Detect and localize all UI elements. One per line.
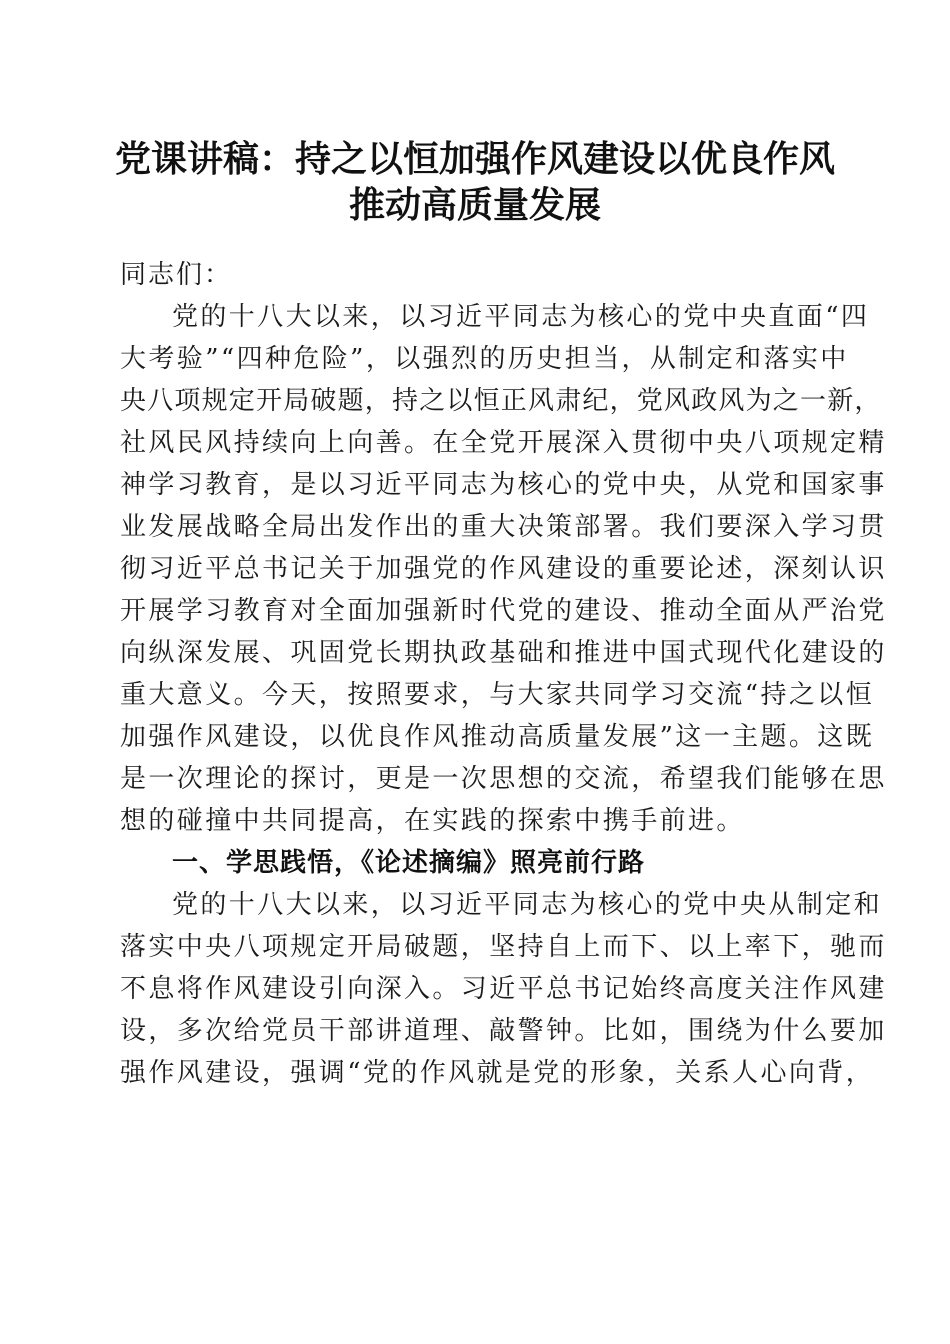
paragraph-line: 设，多次给党员干部讲道理、敲警钟。比如，围绕为什么要加 (120, 1016, 887, 1046)
paragraph-2 (120, 884, 887, 1094)
paragraph-line: 加强作风建设，以优良作风推动高质量发展”这一主题。这既 (120, 722, 875, 752)
paragraph-line: 向纵深发展、巩固党长期执政基础和推进中国式现代化建设的 (120, 638, 887, 668)
title-line-2: 推动高质量发展 (348, 184, 601, 226)
paragraph-line: 不息将作风建设引向深入。习近平总书记始终高度关注作风建 (120, 974, 887, 1004)
paragraph-line: 党的十八大以来，以习近平同志为核心的党中央直面“四 (172, 302, 870, 332)
paragraph-line: 重大意义。今天，按照要求，与大家共同学习交流“持之以恒 (120, 680, 875, 710)
paragraph-line: 大考验”“四种危险”，以强烈的历史担当，从制定和落实中 (120, 344, 849, 374)
paragraph-line: 社风民风持续向上向善。在全党开展深入贯彻中央八项规定精 (120, 428, 887, 458)
paragraph-line: 彻习近平总书记关于加强党的作风建设的重要论述，深刻认识 (120, 554, 887, 584)
paragraph-line: 开展学习教育对全面加强新时代党的建设、推动全面从严治党 (120, 596, 887, 626)
paragraph-line: 业发展战略全局出发作出的重大决策部署。我们要深入学习贯 (120, 512, 887, 542)
paragraph-line: 党的十八大以来，以习近平同志为核心的党中央从制定和 (172, 890, 883, 920)
paragraph-line: 央八项规定开局破题，持之以恒正风肃纪，党风政风为之一新， (120, 386, 882, 416)
section-heading: 一、学思践悟，《论述摘编》照亮前行路 (172, 848, 646, 878)
paragraph-line: 神学习教育，是以习近平同志为核心的党中央，从党和国家事 (120, 470, 887, 500)
paragraph-1 (120, 296, 887, 842)
paragraph-line: 想的碰撞中共同提高，在实践的探索中携手前进。 (120, 806, 745, 836)
greeting: 同志们： (120, 260, 233, 290)
document-body (120, 254, 887, 1094)
paragraph-line: 强作风建设，强调“党的作风就是党的形象，关系人心向背， (120, 1058, 875, 1088)
document-title (100, 136, 850, 228)
title-line-1: 党课讲稿：持之以恒加强作风建设以优良作风 (114, 138, 835, 180)
paragraph-line: 是一次理论的探讨，更是一次思想的交流，希望我们能够在思 (120, 764, 887, 794)
paragraph-line: 落实中央八项规定开局破题，坚持自上而下、以上率下，驰而 (120, 932, 887, 962)
